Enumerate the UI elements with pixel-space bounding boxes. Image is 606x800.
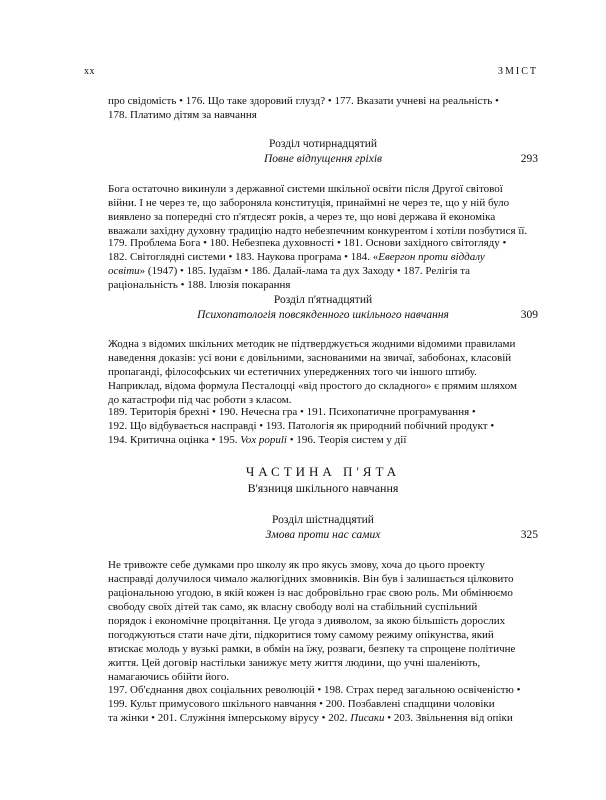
summary-line: війни. І не через те, що забороняла конституція, принаймні не через те, що у ній було xyxy=(108,197,510,209)
topic-line: раціональність • 188. Ілюзія покарання xyxy=(108,279,291,291)
topic-italic: Евергон проти віддалу xyxy=(378,251,485,263)
topic-line xyxy=(108,264,538,278)
page-number: xx xyxy=(84,66,95,77)
section-14-topics xyxy=(108,236,538,292)
summary-line: вважали західну духовну традицію надто небезпечним конкурентом і хотіли позбутися її. xyxy=(108,225,528,237)
section-page-number: 325 xyxy=(520,529,538,541)
topic-line: 178. Платимо дітям за навчання xyxy=(108,109,257,121)
part-title: ЧАСТИНА П'ЯТА xyxy=(245,464,401,479)
summary-line: погоджуються стати наче діти, підкоритися тому самому режиму опікунства, який xyxy=(108,629,494,641)
section-title: Змова проти нас самих xyxy=(265,529,381,541)
topic-line: 199. Культ примусового шкільного навчання • 200. Позбавлені спадщини чоловіки xyxy=(108,698,495,710)
summary-line: порядок і економічне процвітання. Це угода з дияволом, за якою більшість дорослих xyxy=(108,615,506,627)
section-16-heading xyxy=(108,513,538,543)
section-15-summary xyxy=(108,337,538,407)
summary-line: Жодна з відомих шкільних методик не підтверджується жодними відомими правилами xyxy=(108,338,516,350)
summary-line: Бога остаточно викинули з державної системи шкільної освіти після Другої світової xyxy=(108,183,503,195)
topic-line xyxy=(108,250,538,264)
section-label: Розділ чотирнадцятий xyxy=(268,138,378,150)
intro-topics xyxy=(108,94,538,122)
topic-italic: освіти xyxy=(108,265,140,277)
section-15-heading xyxy=(108,293,538,323)
topic-line: про свідомість • 176. Що таке здоровий глузд? • 177. Вказати учневі на реальність • xyxy=(108,95,499,107)
section-title: Повне відпущення гріхів xyxy=(263,153,382,165)
summary-line: пропаганді, філософських чи естетичних упередженнях того чи іншого штибу. xyxy=(108,366,477,378)
section-page-number: 309 xyxy=(520,309,538,321)
section-14-summary xyxy=(108,182,538,238)
topic-italic: Vox populi xyxy=(240,434,287,446)
topic-text: » (1947) • 185. Іудаїзм • 186. Далай-лама та дух Заходу • 187. Релігія та xyxy=(139,265,471,277)
topic-line xyxy=(108,433,538,447)
topic-text: • 196. Теорія систем у дії xyxy=(286,434,407,446)
topic-line: 197. Об'єднання двох соціальних революцій • 198. Страх перед загальною освіченістю • xyxy=(108,684,521,696)
topic-italic: Писаки xyxy=(350,712,385,724)
topic-line: 192. Що відбувається насправді • 193. Патологія як природний побічний продукт • xyxy=(108,420,495,432)
section-16-summary xyxy=(108,558,538,684)
summary-line: втискає молодь у вузькі рамки, в обмін на їжу, розваги, безпеку та спрощене політичне xyxy=(108,643,516,655)
topic-text: 182. Світоглядні системи • 183. Наукова програма • 184. « xyxy=(108,251,379,263)
summary-line: виявлено за попередні сто п'ятдесят років, а через те, що нові держава й економіка xyxy=(108,211,496,223)
summary-line: насправді долучилося чимало жалюгідних змовників. Він був і залишається цілковито xyxy=(108,573,514,585)
running-title: ЗМІСТ xyxy=(497,66,538,77)
topic-line: 179. Проблема Бога • 180. Небезпека духовності • 181. Основи західного світогляду • xyxy=(108,237,507,249)
topic-line: 189. Територія брехні • 190. Нечесна гра • 191. Психопатичне програмування • xyxy=(108,406,476,418)
section-page-number: 293 xyxy=(520,153,538,165)
summary-line: раціональною угодою, в якій кожен із нас добровільно грає свою роль. Ми обмінюємо xyxy=(108,587,513,599)
section-title: Психопатологія повсякденного шкільного навчання xyxy=(197,309,449,321)
summary-line: життя. Цей договір настільки занижує мету життя людини, що учні шаленіють, xyxy=(108,657,481,669)
section-15-topics xyxy=(108,405,538,447)
section-14-heading xyxy=(108,137,538,167)
section-16-topics xyxy=(108,683,538,725)
section-label: Розділ п'ятнадцятий xyxy=(273,294,373,306)
summary-line: намагаючись обійти його. xyxy=(108,671,230,683)
part-subtitle: В'язниця шкільного навчання xyxy=(247,481,399,495)
summary-line: до катастрофи під час роботи з класом. xyxy=(108,394,292,406)
summary-line: Наприклад, відома формула Песталоцці «від простого до складного» є прямим шляхом xyxy=(108,380,517,392)
summary-line: Не тривожте себе думками про школу як про якусь змову, хоча до цього проекту xyxy=(108,559,485,571)
topic-line xyxy=(108,711,538,725)
summary-line: свободу своїх дітей так само, як власну свободу волі на стабільний суспільний xyxy=(108,601,478,613)
topic-text: та жінки • 201. Служіння імперському вірусу • 202. xyxy=(108,712,351,724)
section-label: Розділ шістнадцятий xyxy=(272,514,374,526)
topic-text: 194. Критична оцінка • 195. xyxy=(108,434,241,446)
summary-line: наведення доказів: усі вони є довільними, заснованими на звичаї, забобонах, класовій xyxy=(108,352,512,364)
part-five-heading xyxy=(108,464,538,496)
topic-text: • 203. Звільнення від опіки xyxy=(384,712,513,724)
